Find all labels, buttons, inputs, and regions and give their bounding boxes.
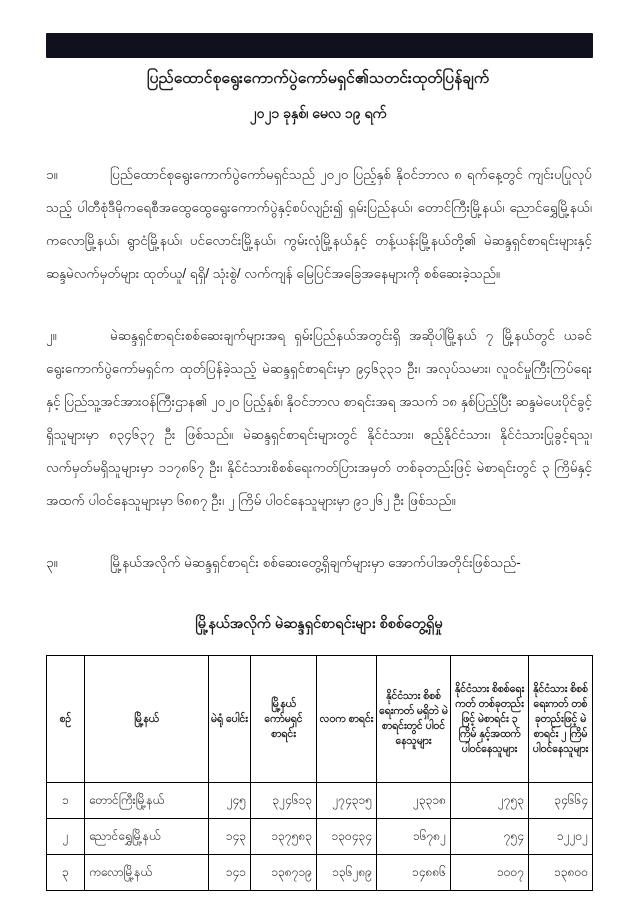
cell-immigration-list: ၂၇၄၃၁၅ [317,783,377,819]
paragraph-1-text: ပြည်ထောင်စုရွေးကောက်ပွဲကော်မရှင်သည် ၂၀၂၀ ပြည့်နှစ် နိုဝင်ဘာလ ၈ ရက်နေ့တွင် ကျင်းပပြုလုပ်သည့် ပါတီစုံဒီမိုကရေစီအထွေထွေရွေးကောက်ပွဲနှင့်စပ်လျဉ်း၍ ရှမ်းပြည်နယ်၊ တောင်ကြီးမြို့နယ်၊ ညောင်ရွှေမြို့နယ်၊ ကလောမြို့နယ်၊ ရွာငံမြို့နယ်၊ ပင်လောင်းမြို့နယ်၊ ကွမ်းလုံမြို့နယ်နှင့် တန့်ယန်းမြို့နယ်တို့၏ မဲဆန္ဒရှင်စာရင်းများနှင့် ဆန္ဒမဲလက်မှတ်များ ထုတ်ယူ/ ရရှိ/ သုံးစွဲ/ လက်ကျန် မြေပြင်အခြေအနေများကို စစ်ဆေးခဲ့သည်။ [46,167,592,281]
table-title: မြို့နယ်အလိုက် မဲဆန္ဒရှင်စာရင်းများ စိစစ်တွေ့ရှိမှု [195,616,443,632]
document-body [46,158,592,891]
header-cell-three-times: နိုင်ငံသား စိစစ်ရေးကတ် တစ်ခုတည်းဖြင့် မဲစာရင်း ၃ ကြိမ် နှင့်အထက် ပါဝင်နေသူများ [451,656,529,783]
table-header-row [47,656,593,783]
cell-serial: ၂ [47,819,85,855]
cell-no-card: ၁၆၇၈၂ [377,819,451,855]
header-cell-two-times: နိုင်ငံသား စိစစ်ရေးကတ် တစ်ခုတည်းဖြင့် မဲစာရင်း ၂ ကြိမ် ပါဝင်နေသူများ [529,656,593,783]
paragraph-2-number: ၂။ [46,328,57,343]
cell-two-times: ၁၃၈၀၀ [529,855,593,891]
paragraph-1 [46,158,592,290]
cell-polling-stations: ၂၄၅ [209,783,251,819]
cell-serial: ၃ [47,855,85,891]
date-line: ၂၀၂၁ ခုနှစ်၊ မေလ ၁၉ ရက် [249,105,387,121]
table-row [47,855,593,891]
cell-commission-list: ၃၂၄၆၁၃ [251,783,317,819]
cell-immigration-list: ၁၃၀၄၃၄ [317,819,377,855]
cell-immigration-list: ၁၃၆၂၈၉ [317,855,377,891]
paragraph-3-text: မြို့နယ်အလိုက် မဲဆန္ဒရှင်စာရင်း စစ်ဆေးတွေ့ရှိချက်များမှာ အောက်ပါအတိုင်းဖြစ်သည်- [110,555,521,570]
cell-commission-list: ၁၃၇၅၈၃ [251,819,317,855]
paragraph-3 [46,546,592,579]
header-cell-serial: စဉ် [47,656,85,783]
cell-three-times: ၁၀၀၇ [451,855,529,891]
cell-two-times: ၁၂၂၀၂ [529,819,593,855]
paragraph-3-number: ၃။ [46,555,58,570]
cell-township: ညောင်ရွှေမြို့နယ် [85,819,209,855]
cell-polling-stations: ၁၄၁ [209,855,251,891]
cell-no-card: ၂၃၃၁၈ [377,783,451,819]
cell-serial: ၁ [47,783,85,819]
paragraph-2 [46,319,592,517]
redacted-header-bar [46,33,593,58]
cell-polling-stations: ၁၄၃ [209,819,251,855]
header-cell-polling-stations: မဲရုံ ပေါင်း [209,656,251,783]
table-row [47,819,593,855]
paragraph-1-number: ၁။ [46,167,58,182]
cell-two-times: ၃၄၆၆၄ [529,783,593,819]
voter-list-table [46,655,593,891]
header-cell-immigration-list: လဝက စာရင်း [317,656,377,783]
header-cell-township: မြို့နယ် [85,656,209,783]
table-row [47,783,593,819]
cell-township: တောင်ကြီးမြို့နယ် [85,783,209,819]
cell-no-card: ၁၄၈၈၆ [377,855,451,891]
cell-three-times: ၂၇၅၃ [451,783,529,819]
cell-township: ကလောမြို့နယ် [85,855,209,891]
page-title: ပြည်ထောင်စုရွေးကောက်ပွဲကော်မရှင်၏သတင်းထုတ်ပြန်ချက် [146,70,490,87]
header-cell-commission-list: မြို့နယ် ကော်မရှင် စာရင်း [251,656,317,783]
cell-commission-list: ၁၃၈၇၁၉ [251,855,317,891]
cell-three-times: ၇၅၄ [451,819,529,855]
header-cell-no-card: နိုင်ငံသား စိစစ်ရေးကတ် မရှိဘဲ မဲစာရင်းတွင် ပါဝင်နေသူများ [377,656,451,783]
paragraph-2-text: မဲဆန္ဒရှင်စာရင်းစစ်ဆေးချက်များအရ ရှမ်းပြည်နယ်အတွင်းရှိ အဆိုပါမြို့နယ် ၇ မြို့နယ်တွင် ယခင် ရွေးကောက်ပွဲကော်မရှင်က ထုတ်ပြန်ခဲ့သည့် မဲဆန္ဒရှင်စာရင်းမှာ ၉၄၆၃၃၁ ဦး၊ အလုပ်သမား၊ လူဝင်မှုကြီးကြပ်ရေးနှင့် ပြည်သူ့အင်အားဝန်ကြီးဌာန၏ ၂၀၂၀ ပြည့်နှစ်၊ နိုဝင်ဘာလ စာရင်းအရ အသက် ၁၈ နှစ်ပြည့်ပြီး ဆန္ဒမဲပေးပိုင်ခွင့်ရှိသူများမှာ ၈၃၄၆၃၇ ဦး ဖြစ်သည်။ မဲဆန္ဒရှင်စာရင်းများတွင် နိုင်ငံသား၊ ဧည့်နိုင်ငံသား၊ နိုင်ငံသားပြုခွင့်ရသူ၊ လက်မှတ်မရှိသူများမှာ ၁၁၇၈၆၇ ဦး၊ နိုင်ငံသားစိစစ်ရေးကတ်ပြားအမှတ် တစ်ခုတည်းဖြင့် မဲစာရင်းတွင် ၃ ကြိမ်နှင့်အထက် ပါဝင်နေသူများမှာ ၆၈၈၇ ဦး၊ ၂ ကြိမ် ပါဝင်နေသူများမှာ ၉၁၂၆၂ ဦး ဖြစ်သည်။ [46,328,592,508]
